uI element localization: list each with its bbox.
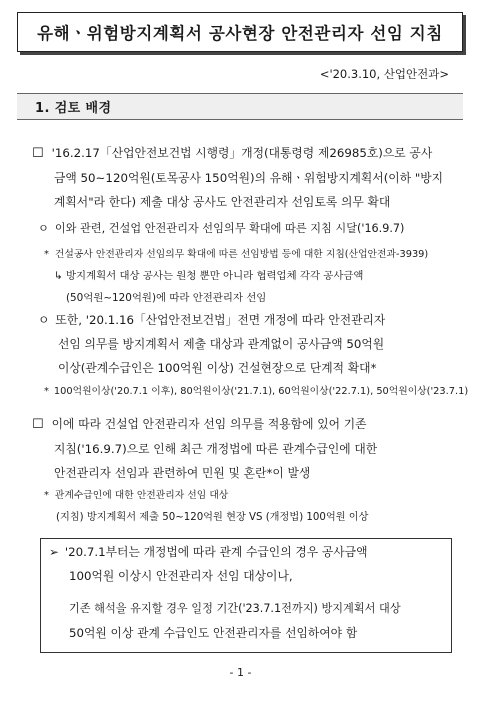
- p4-line1: 또한, '20.1.16「산업안전보건법」전면 개정에 따라 안전관리자: [55, 313, 386, 327]
- p5-line1: 100억원이상('20.7.1 이후), 80억원이상('21.7.1), 60억원이상('22.7.1), 50억원이상('23.7.1): [53, 386, 469, 397]
- date-department: <'20.3.10, 산업안전과>: [319, 67, 449, 81]
- p1-line3: 계획서"라 한다) 제출 대상 공사도 안전관리자 선임토록 의무 확대: [54, 195, 391, 209]
- p3-line1: 건설공사 안전관리자 선임의무 확대에 따른 선임방법 등에 대한 지침(산업안전과-3939): [54, 249, 429, 260]
- arrow-bullet-icon: ➢: [49, 545, 59, 559]
- box-line4: 50억원 이상 관계 수급인도 안전관리자를 선임하여야 함: [69, 626, 358, 640]
- p2-line1: 이와 관련, 건설업 안전관리자 선임의무 확대에 따른 지침 시달('16.9.7): [54, 222, 405, 235]
- box-line1: '20.7.1부터는 개정법에 따라 관계 수급인의 경우 공사금액: [64, 545, 368, 559]
- paragraph-5-note: [44, 382, 468, 402]
- paragraph-4: [38, 308, 385, 380]
- p4-line3: 이상(관계수급인은 100억원 이상) 건설현장으로 단계적 확대*: [58, 361, 377, 375]
- section-header: [17, 93, 463, 120]
- p7-line1: 관계수급인에 대한 안전관리자 선임 대상: [54, 490, 229, 501]
- p3-line3: (50억원~120억원)에 따라 안전관리자 선임: [66, 292, 267, 304]
- p3-line2: ↳ 방지계획서 대상 공사는 원청 뿐만 아니라 협력업체 각각 공사금액: [54, 270, 364, 282]
- p1-line2: 금액 50~120억원(토목공사 150억원)의 유해ㆍ위험방지계획서(이하 "방지: [54, 171, 444, 185]
- checkbox-bullet-icon: ☐: [32, 146, 44, 161]
- circle-bullet-icon: ㅇ: [38, 313, 50, 327]
- box-line2: 100억원 이상시 안전관리자 선임 대상이나,: [69, 569, 293, 583]
- circle-bullet-icon: ㅇ: [38, 222, 49, 235]
- title-box: [17, 12, 463, 52]
- asterisk-icon: *: [44, 386, 49, 397]
- p6-line1: 이에 따라 건설업 안전관리자 선임 의무를 적용함에 있어 기존: [51, 417, 367, 431]
- p6-line2: 지침('16.9.7)으로 인해 최근 개정법에 따른 관계수급인에 대한: [54, 442, 378, 456]
- box-line3: 기존 해석을 유지할 경우 일정 기간('23.7.1전까지) 방지계획서 대상: [69, 602, 401, 615]
- asterisk-icon: *: [44, 249, 49, 260]
- paragraph-1: [32, 141, 443, 214]
- section-heading: 1. 검토 배경: [35, 101, 112, 116]
- paragraph-2: [38, 217, 404, 240]
- checkbox-bullet-icon: ☐: [32, 417, 44, 432]
- p6-line3: 안전관리자 선임과 관련하여 민원 및 혼란*이 발생: [54, 466, 311, 480]
- summary-box: [40, 538, 452, 653]
- p7-line2: (지침) 방지계획서 제출 50~120억원 현장 VS (개정법) 100억원 이상: [56, 512, 369, 523]
- document-title: 유해ㆍ위험방지계획서 공사현장 안전관리자 선임 지침: [37, 24, 443, 43]
- p1-line1: '16.2.17「산업안전보건법 시행령」개정(대통령령 제26985호)으로 공사: [51, 146, 433, 160]
- paragraph-6: [32, 412, 377, 485]
- asterisk-icon: *: [44, 490, 49, 501]
- page-number: - 1 -: [229, 666, 252, 679]
- p4-line2: 선임 의무를 방지계획서 제출 대상과 관계없이 공사금액 50억원: [58, 337, 385, 351]
- paragraph-3-note: [44, 245, 428, 309]
- paragraph-7-note: [44, 486, 368, 529]
